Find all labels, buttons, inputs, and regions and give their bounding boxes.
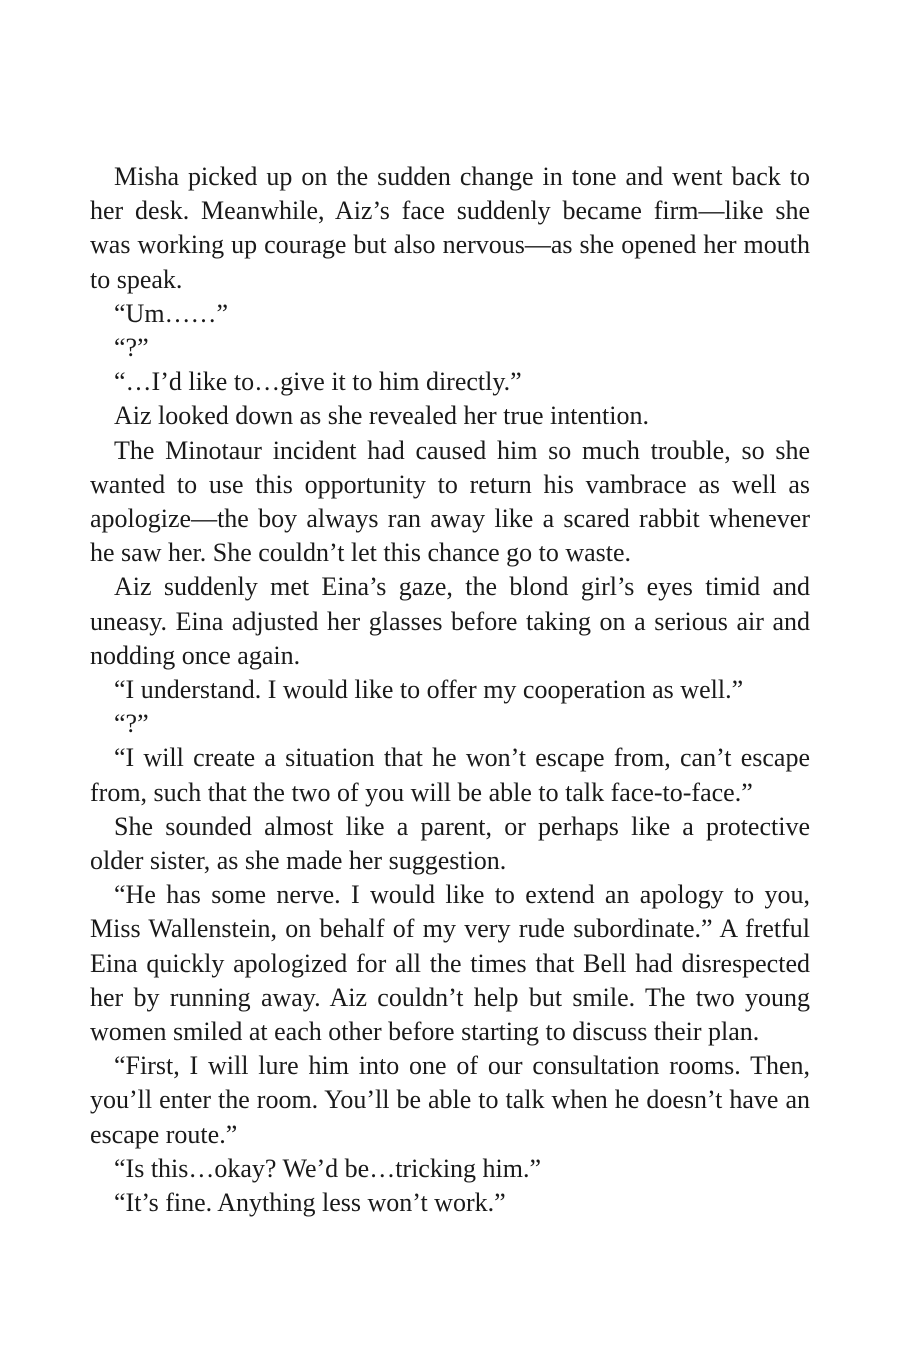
paragraph: Aiz looked down as she revealed her true intention.	[114, 401, 649, 431]
paragraph: “First, I will lure him into one of our consultation rooms. Then, you’ll enter the room. You’ll be able to talk when he doesn’t have an escape route.”	[90, 1051, 810, 1149]
paragraph: She sounded almost like a parent, or perhaps like a protective older sister, as she made her suggestion.	[90, 811, 810, 876]
paragraph: “I will create a situation that he won’t escape from, can’t escape from, such that the two of you will be able to talk face-to-face.”	[90, 743, 810, 807]
paragraph: “Is this…okay? We’d be…tricking him.”	[114, 1153, 542, 1183]
paragraph: “He has some nerve. I would like to extend an apology to you, Miss Wallenstein, on behalf of my very rude subordinate.” A fretful Eina quickly apologized for all the times that Bell had disrespected her by running away. Aiz couldn’t help but smile. The two young women smiled at each other before starting to discuss their plan.	[90, 880, 810, 1047]
paragraph: The Minotaur incident had caused him so much trouble, so she wanted to use this opportunity to return his vambrace as well as apologize—the boy always ran away like a scared rabbit whenever he saw her. She couldn’t let this chance go to waste.	[90, 435, 810, 568]
paragraph: “?”	[114, 709, 149, 739]
book-page	[90, 160, 810, 1220]
paragraph: “?”	[114, 333, 149, 363]
paragraph: “…I’d like to…give it to him directly.”	[114, 367, 522, 397]
paragraph: Aiz suddenly met Eina’s gaze, the blond girl’s eyes timid and uneasy. Eina adjusted her glasses before taking on a serious air and nodding once again.	[90, 572, 810, 670]
paragraph: Misha picked up on the sudden change in tone and went back to her desk. Meanwhile, Aiz’s face suddenly became firm—like she was working up courage but also nervous—as she opened her mouth to speak.	[90, 162, 810, 294]
paragraph: “Um……”	[114, 298, 229, 328]
paragraph: “I understand. I would like to offer my cooperation as well.”	[114, 675, 744, 705]
paragraph: “It’s fine. Anything less won’t work.”	[114, 1188, 506, 1218]
